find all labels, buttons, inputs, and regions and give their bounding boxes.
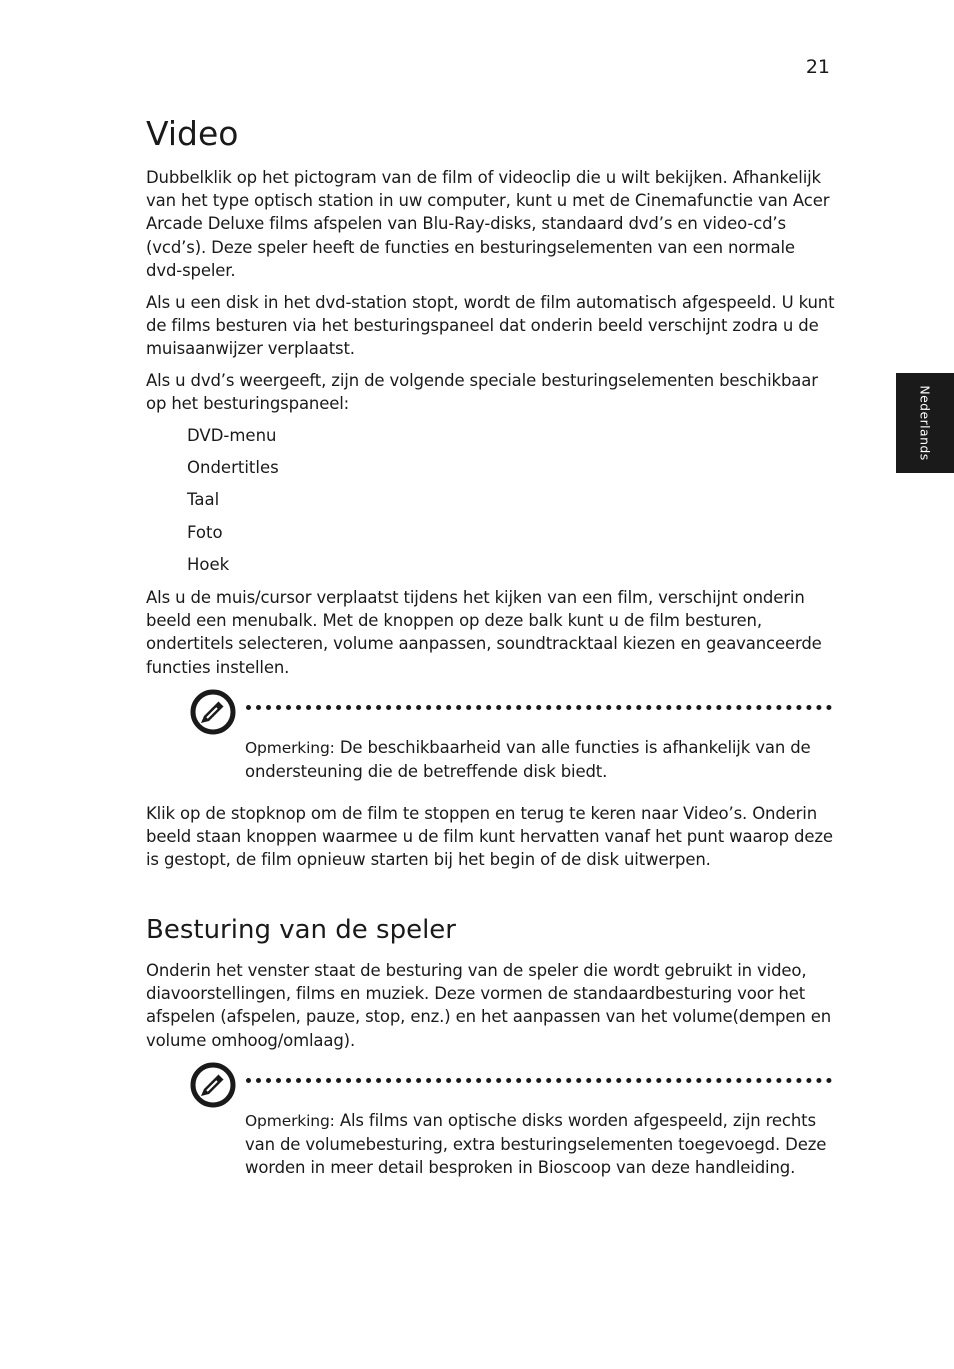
language-tab-label: Nederlands	[917, 385, 933, 461]
list-item-dvd-menu: DVD-menu	[187, 426, 277, 445]
note-label: Opmerking:	[245, 739, 335, 757]
page-number: 21	[805, 56, 830, 78]
note-divider	[246, 1078, 832, 1083]
language-tab	[896, 373, 954, 473]
section-title-video: Video	[146, 114, 239, 153]
list-item-foto: Foto	[187, 523, 223, 542]
section-title-player-controls: Besturing van de speler	[146, 915, 456, 945]
paragraph-player-controls: Onderin het venster staat de besturing van de speler die wordt gebruikt in video, diavoorstellingen, films en muziek. Deze vormen de standaardbesturing voor het afspelen (afspelen, pauze, stop, enz.) en het aanpassen van het volume(dempen en volume omhoog/omlaag).	[146, 961, 832, 1050]
note-pen-icon	[190, 689, 236, 735]
paragraph-menubar: Als u de muis/cursor verplaatst tijdens het kijken van een film, verschijnt onderin beeld een menubalk. Met de knoppen op deze balk kunt u de film besturen, ondertitels selecteren, volume aanpassen, soundtracktaal kiezen en geavanceerde functies instellen.	[146, 588, 822, 677]
note-text-optical-disks	[245, 1109, 830, 1180]
note-body: De beschikbaarheid van alle functies is afhankelijk van de ondersteuning die de betreffende disk biedt.	[245, 738, 811, 782]
list-item-ondertitles: Ondertitles	[187, 458, 279, 477]
list-item-hoek: Hoek	[187, 555, 230, 574]
note-body: Als films van optische disks worden afgespeeld, zijn rechts van de volumebesturing, extra besturingselementen toegevoegd. Deze worden in meer detail besproken in Bioscoop van deze handleiding.	[245, 1111, 827, 1178]
note-pen-icon	[190, 1062, 236, 1108]
paragraph-video-intro: Dubbelklik op het pictogram van de film of videoclip die u wilt bekijken. Afhankelijk van het type optisch station in uw computer, kunt u met de Cinemafunctie van Acer Arcade Deluxe films afspelen van Blu-Ray-disks, standaard dvd’s en video-cd’s (vcd’s). Deze speler heeft de functies en besturingselementen van een normale dvd-speler.	[146, 168, 830, 280]
paragraph-disk-autoplay: Als u een disk in het dvd-station stopt, wordt de film automatisch afgespeeld. U kunt de films besturen via het besturingspaneel dat onderin beeld verschijnt zodra u de muisaanwijzer verplaatst.	[146, 293, 835, 359]
note-label: Opmerking:	[245, 1112, 335, 1130]
paragraph-stop-button: Klik op de stopknop om de film te stoppen en terug te keren naar Video’s. Onderin beeld staan knoppen waarmee u de film kunt hervatten vanaf het punt waarop deze is gestopt, de film opnieuw starten bij het begin of de disk uitwerpen.	[146, 804, 833, 870]
note-text-availability	[245, 736, 830, 783]
note-divider	[246, 705, 832, 710]
paragraph-dvd-controls: Als u dvd’s weergeeft, zijn de volgende speciale besturingselementen beschikbaar op het besturingspaneel:	[146, 371, 818, 414]
list-item-taal: Taal	[187, 490, 220, 509]
